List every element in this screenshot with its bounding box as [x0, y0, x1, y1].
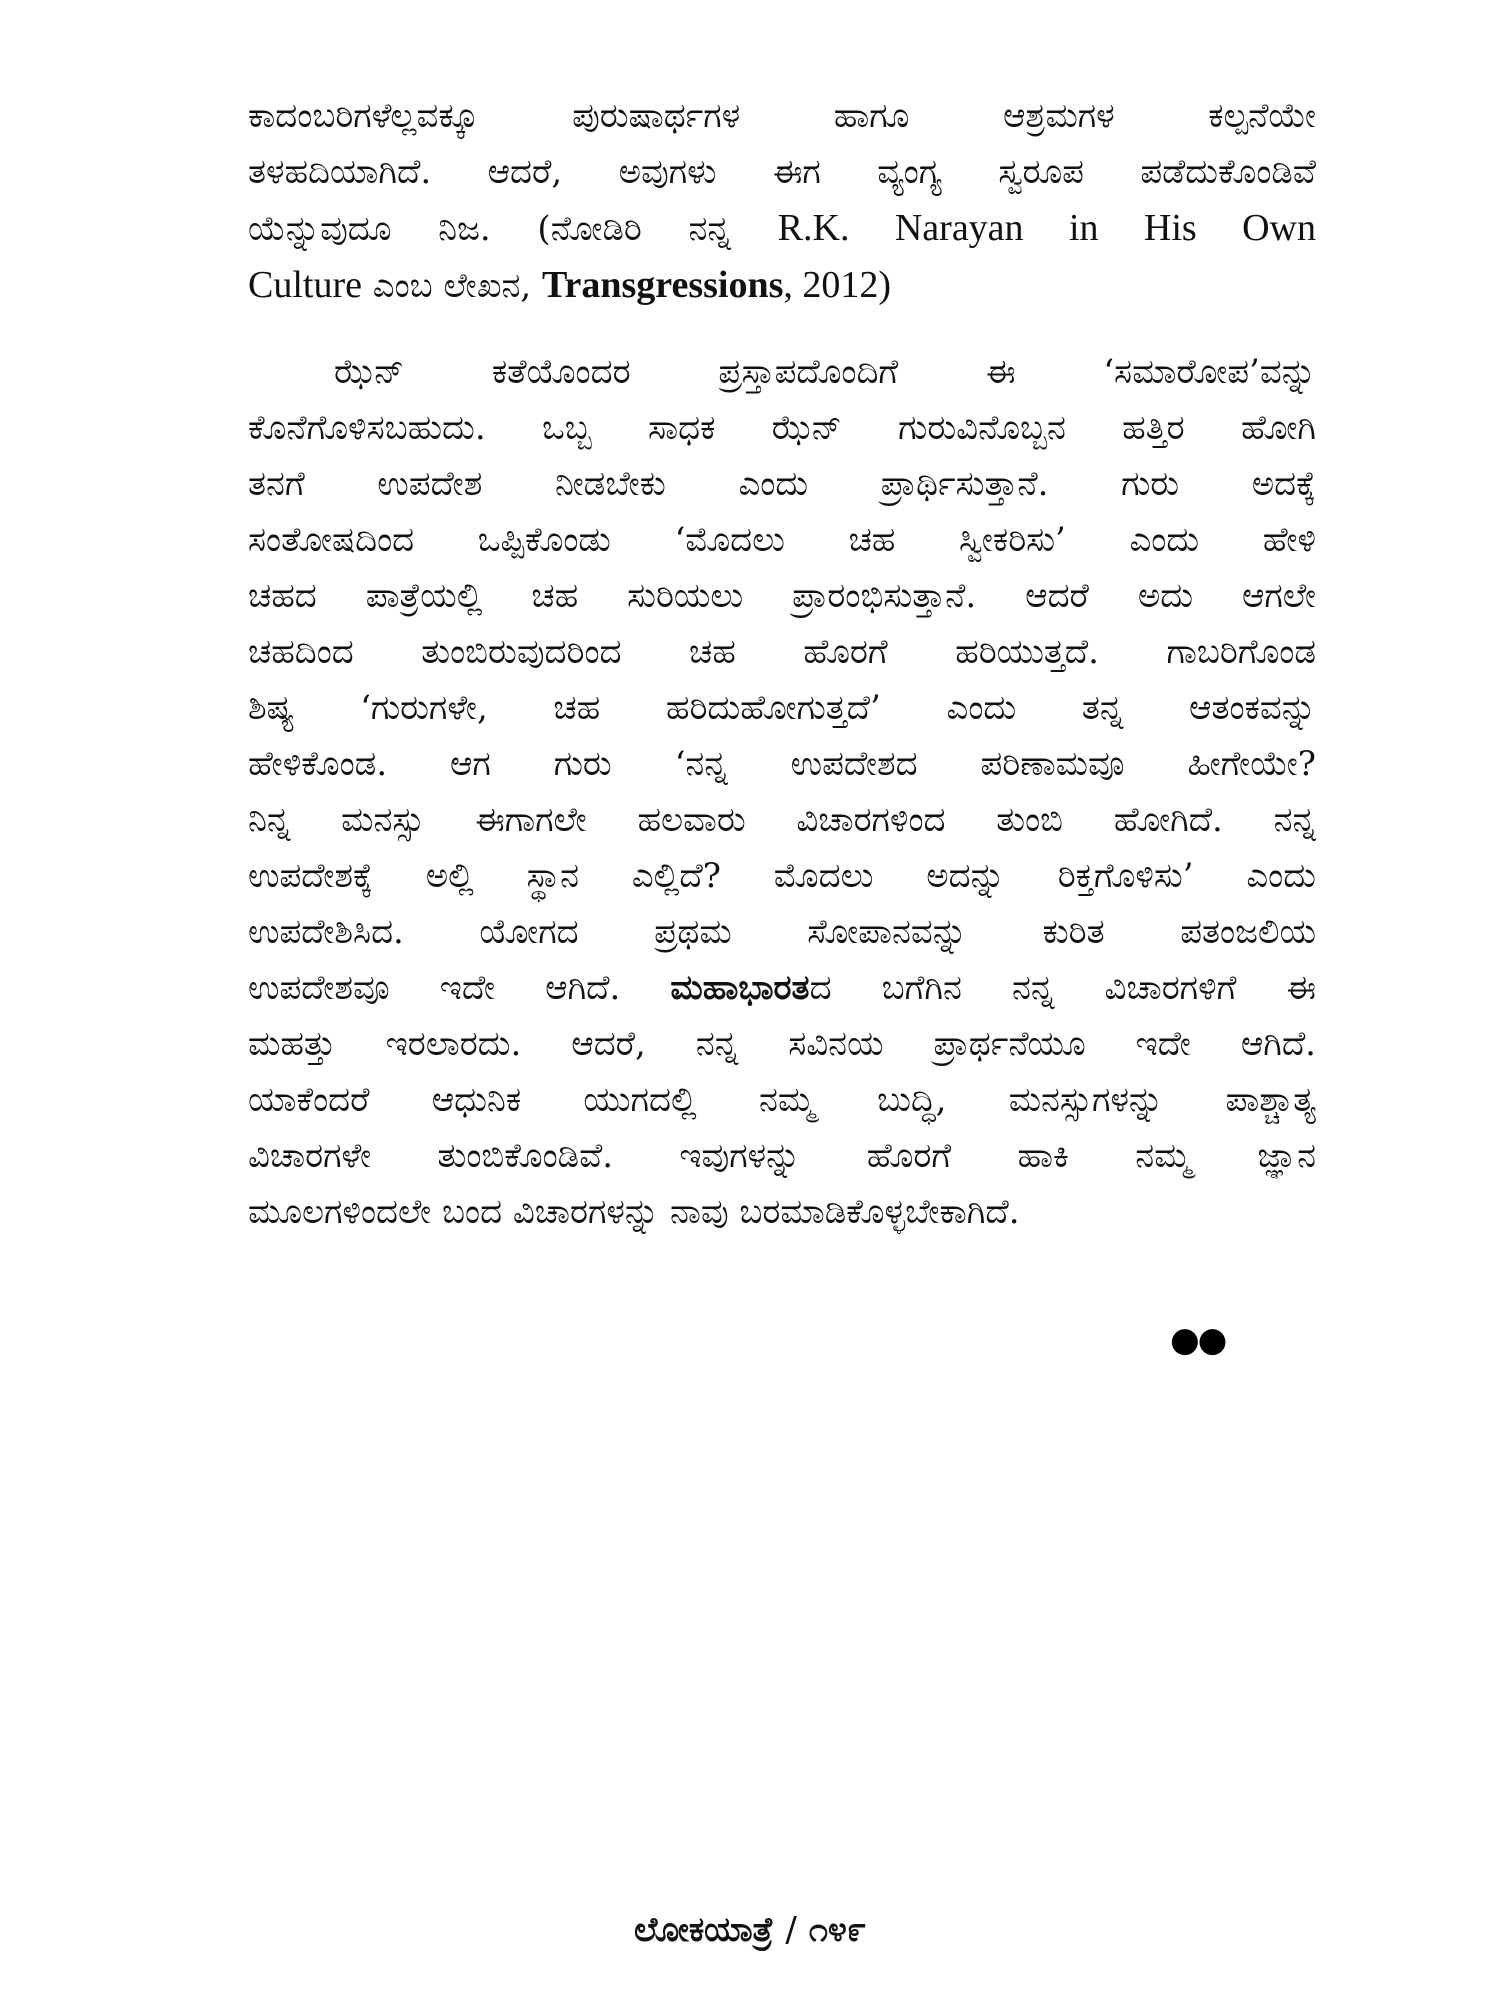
- reference-title: R.K. Narayan in His Own: [777, 207, 1316, 249]
- text-line: ಶಿಷ್ಯ ‘ಗುರುಗಳೇ, ಚಹ ಹರಿದುಹೋಗುತ್ತದೆ’ ಎಂದು ತನ್ನ ಆತಂಕವನ್ನು: [248, 688, 1316, 728]
- running-title: ಲೋಕಯಾತ್ರೆ: [634, 1910, 774, 1950]
- body-text: [248, 88, 1316, 1240]
- text-line: ಯಾಕೆಂದರೆ ಆಧುನಿಕ ಯುಗದಲ್ಲಿ ನಮ್ಮ ಬುದ್ಧಿ, ಮನಸ್ಸುಗಳನ್ನು ಪಾಶ್ಚಾತ್ಯ: [248, 1080, 1316, 1120]
- footer-separator: /: [785, 1910, 797, 1950]
- text-line: ತಳಹದಿಯಾಗಿದೆ. ಆದರೆ, ಅವುಗಳು ಈಗ ವ್ಯಂಗ್ಯ ಸ್ವರೂಪ ಪಡೆದುಕೊಂಡಿವೆ: [248, 152, 1316, 192]
- text-line: ಕೊನೆಗೊಳಿಸಬಹುದು. ಒಬ್ಬ ಸಾಧಕ ಝೆನ್ ಗುರುವಿನೊಬ್ಬನ ಹತ್ತಿರ ಹೋಗಿ: [248, 408, 1316, 448]
- text-line: ಚಹದಿಂದ ತುಂಬಿರುವುದರಿಂದ ಚಹ ಹೊರಗೆ ಹರಿಯುತ್ತದೆ. ಗಾಬರಿಗೊಂಡ: [248, 632, 1316, 672]
- text-span: ದ ಬಗೆಗಿನ ನನ್ನ ವಿಚಾರಗಳಿಗೆ ಈ: [809, 968, 1316, 1008]
- reference-year: , 2012): [783, 264, 892, 306]
- text-span: ಎಂಬ ಲೇಖನ,: [372, 266, 532, 306]
- paragraph-2: [248, 344, 1316, 1240]
- section-end-mark: ●●: [1170, 1320, 1226, 1360]
- text-line: ಮೂಲಗಳಿಂದಲೇ ಬಂದ ವಿಚಾರಗಳನ್ನು ನಾವು ಬರಮಾಡಿಕೊಳ್ಳಬೇಕಾಗಿದೆ.: [248, 1192, 1020, 1232]
- text-line: ಸಂತೋಷದಿಂದ ಒಪ್ಪಿಕೊಂಡು ‘ಮೊದಲು ಚಹ ಸ್ವೀಕರಿಸು’ ಎಂದು ಹೇಳಿ: [248, 520, 1316, 560]
- text-line: ನಿನ್ನ ಮನಸ್ಸು ಈಗಾಗಲೇ ಹಲವಾರು ವಿಚಾರಗಳಿಂದ ತುಂಬಿ ಹೋಗಿದೆ. ನನ್ನ: [248, 800, 1316, 840]
- text-line: ಉಪದೇಶಕ್ಕೆ ಅಲ್ಲಿ ಸ್ಥಾನ ಎಲ್ಲಿದೆ? ಮೊದಲು ಅದನ್ನು ರಿಕ್ತಗೊಳಿಸು’ ಎಂದು: [248, 856, 1316, 896]
- text-line: ಝೆನ್ ಕತೆಯೊಂದರ ಪ್ರಸ್ತಾಪದೊಂದಿಗೆ ಈ ‘ಸಮಾರೋಪ’ವನ್ನು: [334, 352, 1316, 392]
- text-line: ಮಹತ್ತು ಇರಲಾರದು. ಆದರೆ, ನನ್ನ ಸವಿನಯ ಪ್ರಾರ್ಥನೆಯೂ ಇದೇ ಆಗಿದೆ.: [248, 1024, 1316, 1064]
- text-line: ಕಾದಂಬರಿಗಳೆಲ್ಲವಕ್ಕೂ ಪುರುಷಾರ್ಥಗಳ ಹಾಗೂ ಆಶ್ರಮಗಳ ಕಲ್ಪನೆಯೇ: [248, 96, 1316, 136]
- text-line: [248, 960, 1316, 1016]
- text-line: ತನಗೆ ಉಪದೇಶ ನೀಡಬೇಕು ಎಂದು ಪ್ರಾರ್ಥಿಸುತ್ತಾನೆ. ಗುರು ಅದಕ್ಕೆ: [248, 464, 1316, 504]
- text-line: [248, 200, 1316, 257]
- paragraph-1: [248, 88, 1316, 314]
- text-line: ಉಪದೇಶಿಸಿದ. ಯೋಗದ ಪ್ರಥಮ ಸೋಪಾನವನ್ನು ಕುರಿತ ಪತಂಜಲಿಯ: [248, 912, 1316, 952]
- text-span: ಉಪದೇಶವೂ ಇದೇ ಆಗಿದೆ.: [248, 968, 621, 1008]
- book-title: Transgressions: [541, 264, 784, 306]
- text-line: ವಿಚಾರಗಳೇ ತುಂಬಿಕೊಂಡಿವೆ. ಇವುಗಳನ್ನು ಹೊರಗೆ ಹಾಕಿ ನಮ್ಮ ಜ್ಞಾನ: [248, 1136, 1316, 1176]
- page-footer: [0, 1910, 1500, 1950]
- text-line: [248, 257, 1316, 314]
- page-number: ೧೪೯: [808, 1910, 866, 1950]
- reference-title-end: Culture: [248, 264, 362, 306]
- text-span: ಯೆನ್ನುವುದೂ ನಿಜ. (ನೋಡಿರಿ ನನ್ನ: [248, 209, 731, 249]
- epic-title: ಮಹಾಭಾರತ: [670, 968, 810, 1008]
- text-line: ಹೇಳಿಕೊಂಡ. ಆಗ ಗುರು ‘ನನ್ನ ಉಪದೇಶದ ಪರಿಣಾಮವೂ ಹೀಗೇಯೇ?: [248, 744, 1316, 784]
- text-line: ಚಹದ ಪಾತ್ರೆಯಲ್ಲಿ ಚಹ ಸುರಿಯಲು ಪ್ರಾರಂಭಿಸುತ್ತಾನೆ. ಆದರೆ ಅದು ಆಗಲೇ: [248, 576, 1316, 616]
